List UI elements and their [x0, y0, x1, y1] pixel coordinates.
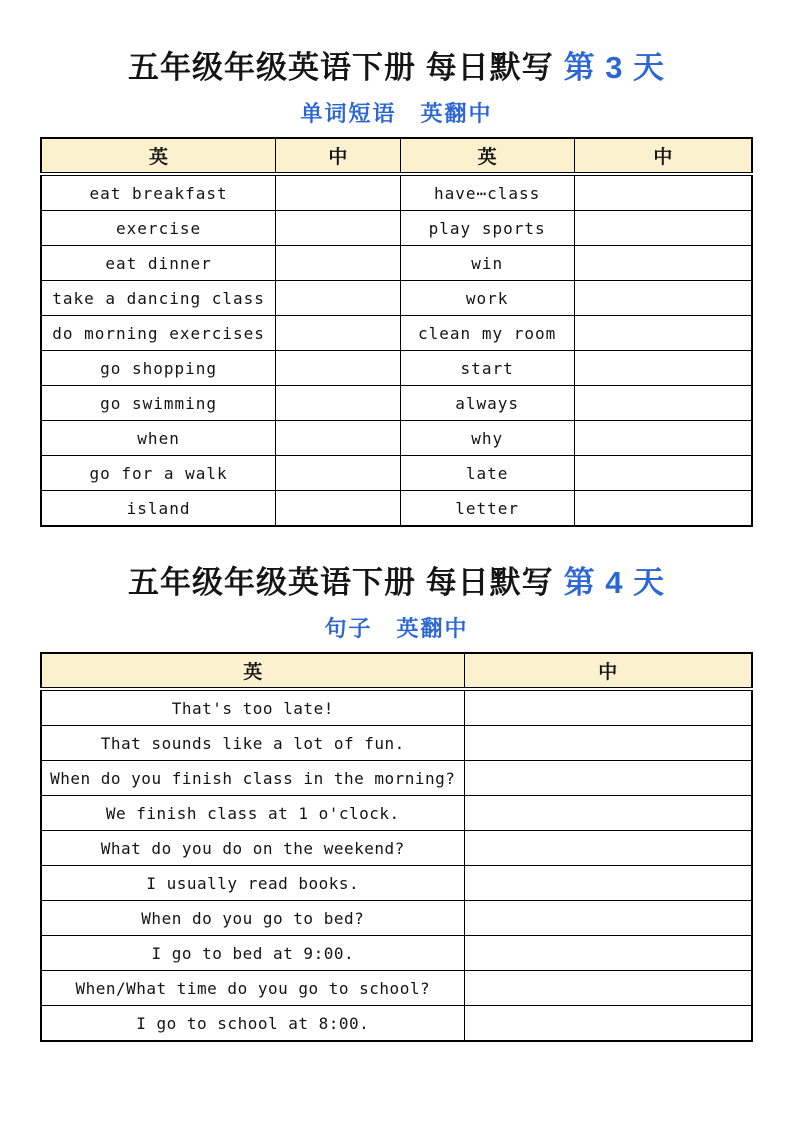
day3-title-main: 五年级年级英语下册 每日默写 — [127, 50, 554, 85]
table-row — [41, 901, 752, 936]
day4-subtitle: 句子 英翻中 — [324, 616, 469, 641]
answer-cell — [276, 174, 400, 211]
en-cell: eat breakfast — [41, 174, 276, 211]
table-row — [41, 351, 752, 386]
table-row — [41, 971, 752, 1006]
table-row — [41, 456, 752, 491]
table-row — [41, 174, 752, 211]
section-day3 — [40, 42, 753, 527]
header-cell-en: 英 — [41, 653, 464, 689]
answer-cell — [574, 246, 752, 281]
table-row — [41, 866, 752, 901]
table-row — [41, 246, 752, 281]
table-row — [41, 726, 752, 761]
header-cell-zh: 中 — [464, 653, 752, 689]
header-cell-en-left: 英 — [41, 138, 276, 174]
answer-cell — [276, 456, 400, 491]
answer-cell — [574, 174, 752, 211]
answer-cell — [276, 386, 400, 421]
answer-cell — [276, 211, 400, 246]
header-cell-zh-right: 中 — [574, 138, 752, 174]
en-cell: When/What time do you go to school? — [41, 971, 464, 1006]
answer-cell — [464, 761, 752, 796]
vocab-header-row — [41, 138, 752, 174]
answer-cell — [574, 421, 752, 456]
answer-cell — [276, 491, 400, 527]
en-cell: win — [400, 246, 574, 281]
vocab-table — [40, 137, 753, 527]
answer-cell — [464, 936, 752, 971]
en-cell: letter — [400, 491, 574, 527]
answer-cell — [464, 796, 752, 831]
en-cell: go swimming — [41, 386, 276, 421]
en-cell: clean my room — [400, 316, 574, 351]
en-cell: do morning exercises — [41, 316, 276, 351]
answer-cell — [574, 491, 752, 527]
header-cell-en-right: 英 — [400, 138, 574, 174]
en-cell: I go to school at 8:00. — [41, 1006, 464, 1042]
answer-cell — [464, 901, 752, 936]
en-cell: take a dancing class — [41, 281, 276, 316]
en-cell: go for a walk — [41, 456, 276, 491]
section-day4 — [40, 557, 753, 1042]
answer-cell — [464, 971, 752, 1006]
answer-cell — [574, 281, 752, 316]
header-cell-zh-left: 中 — [276, 138, 400, 174]
answer-cell — [464, 1006, 752, 1042]
table-row — [41, 491, 752, 527]
day4-title-main: 五年级年级英语下册 每日默写 — [127, 565, 554, 600]
en-cell: always — [400, 386, 574, 421]
table-row — [41, 211, 752, 246]
answer-cell — [276, 281, 400, 316]
en-cell: We finish class at 1 o'clock. — [41, 796, 464, 831]
en-cell: exercise — [41, 211, 276, 246]
en-cell: island — [41, 491, 276, 527]
table-row — [41, 831, 752, 866]
en-cell: late — [400, 456, 574, 491]
table-row — [41, 796, 752, 831]
answer-cell — [574, 386, 752, 421]
sentence-header-row — [41, 653, 752, 689]
table-row — [41, 316, 752, 351]
answer-cell — [276, 246, 400, 281]
answer-cell — [574, 456, 752, 491]
answer-cell — [574, 351, 752, 386]
answer-cell — [464, 866, 752, 901]
sentence-table — [40, 652, 753, 1042]
table-row — [41, 761, 752, 796]
answer-cell — [276, 351, 400, 386]
table-row — [41, 936, 752, 971]
answer-cell — [276, 316, 400, 351]
en-cell: when — [41, 421, 276, 456]
day3-title-day-badge: 第 3 天 — [563, 50, 666, 85]
en-cell: start — [400, 351, 574, 386]
answer-cell — [464, 726, 752, 761]
en-cell: why — [400, 421, 574, 456]
table-row — [41, 689, 752, 726]
answer-cell — [574, 211, 752, 246]
answer-cell — [464, 831, 752, 866]
en-cell: I go to bed at 9:00. — [41, 936, 464, 971]
table-row — [41, 421, 752, 456]
en-cell: When do you go to bed? — [41, 901, 464, 936]
en-cell: go shopping — [41, 351, 276, 386]
en-cell: That sounds like a lot of fun. — [41, 726, 464, 761]
en-cell: That's too late! — [41, 689, 464, 726]
en-cell: have⋯class — [400, 174, 574, 211]
day4-title-day-badge: 第 4 天 — [563, 565, 666, 600]
table-row — [41, 281, 752, 316]
table-row — [41, 1006, 752, 1042]
en-cell: What do you do on the weekend? — [41, 831, 464, 866]
answer-cell — [464, 689, 752, 726]
en-cell: I usually read books. — [41, 866, 464, 901]
day3-title — [40, 42, 753, 87]
day4-title — [40, 557, 753, 602]
en-cell: work — [400, 281, 574, 316]
table-row — [41, 386, 752, 421]
en-cell: When do you finish class in the morning? — [41, 761, 464, 796]
en-cell: eat dinner — [41, 246, 276, 281]
en-cell: play sports — [400, 211, 574, 246]
day3-subtitle: 单词短语 英翻中 — [300, 101, 493, 126]
answer-cell — [574, 316, 752, 351]
answer-cell — [276, 421, 400, 456]
